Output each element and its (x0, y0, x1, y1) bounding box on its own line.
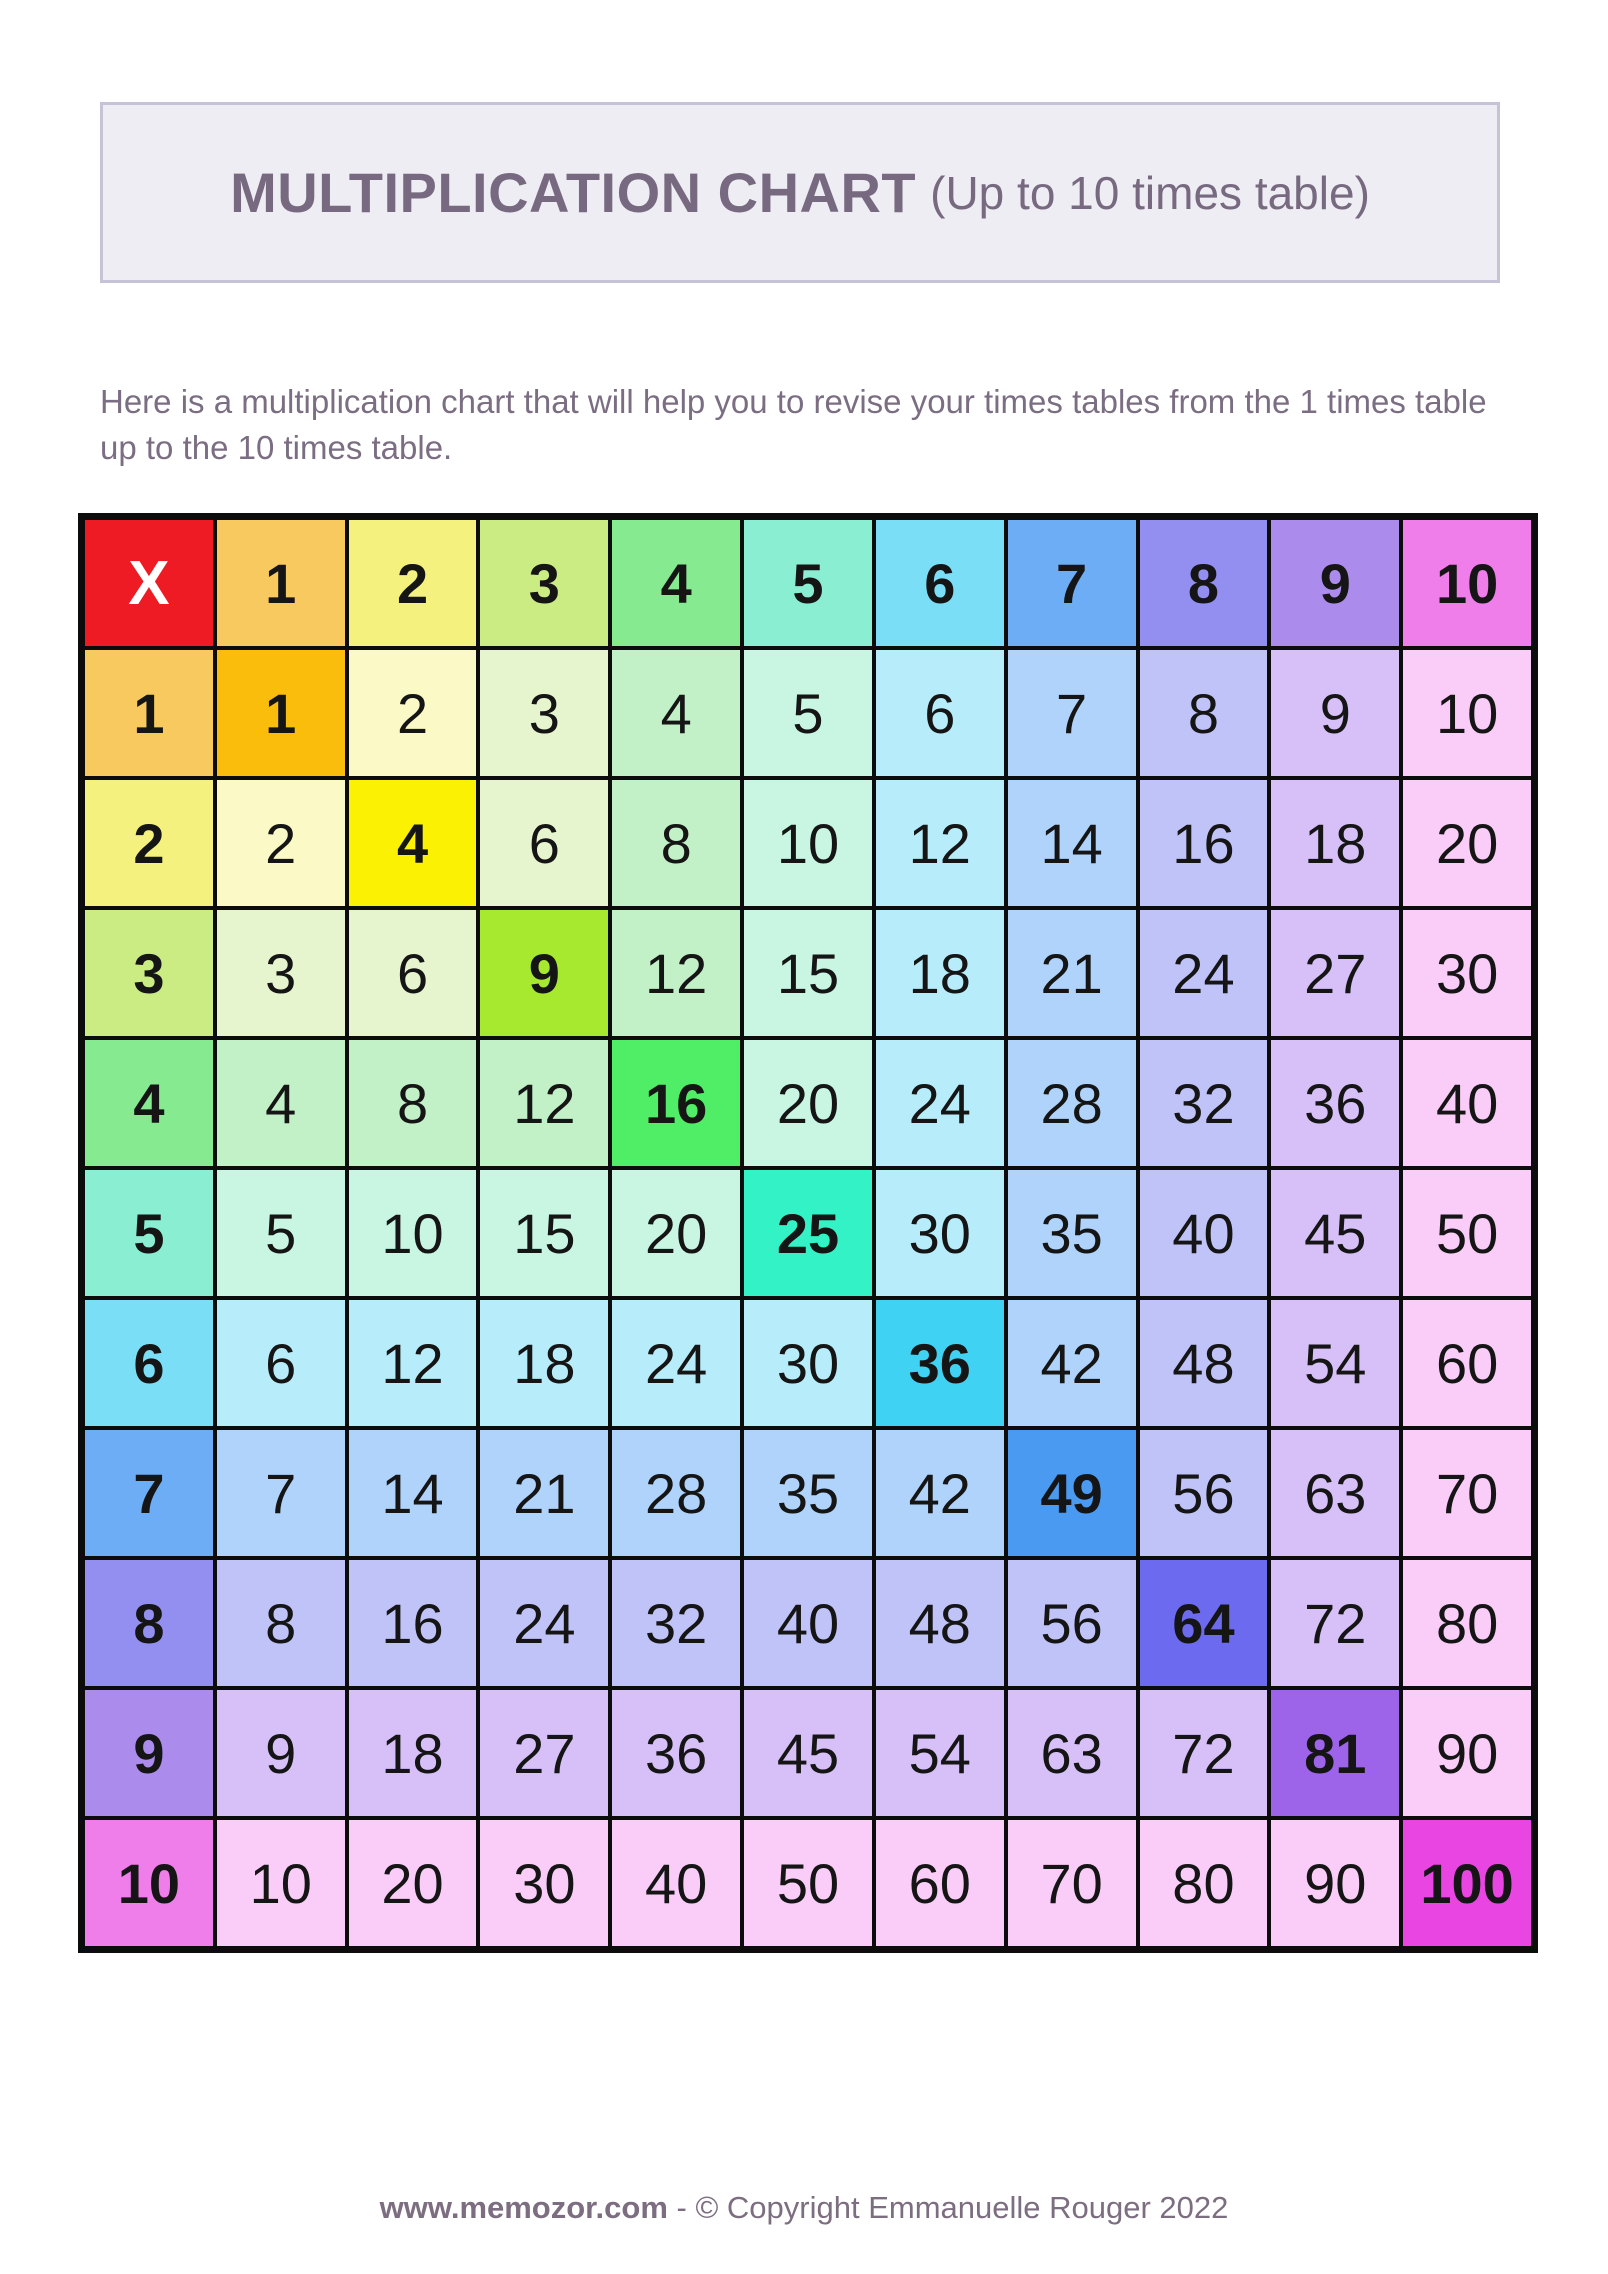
product-cell: 35 (744, 1430, 872, 1556)
multiplication-grid (78, 513, 1538, 1953)
product-cell: 80 (1403, 1560, 1531, 1686)
product-cell: 28 (612, 1430, 740, 1556)
product-cell: 42 (1008, 1300, 1136, 1426)
product-cell: 32 (1140, 1040, 1268, 1166)
product-cell: 3 (480, 650, 608, 776)
product-cell: 72 (1271, 1560, 1399, 1686)
product-cell: 32 (612, 1560, 740, 1686)
product-cell: 4 (612, 650, 740, 776)
product-cell: 72 (1140, 1690, 1268, 1816)
column-header-cell: 4 (612, 520, 740, 646)
product-cell: 15 (744, 910, 872, 1036)
product-cell: 54 (1271, 1300, 1399, 1426)
footer-site-name: www.memozor.com (379, 2190, 668, 2225)
footer-separator: - (667, 2190, 696, 2225)
product-cell: 24 (480, 1560, 608, 1686)
diagonal-product-cell: 4 (349, 780, 477, 906)
product-cell: 48 (1140, 1300, 1268, 1426)
product-cell: 7 (1008, 650, 1136, 776)
product-cell: 6 (876, 650, 1004, 776)
product-cell: 40 (1140, 1170, 1268, 1296)
product-cell: 7 (217, 1430, 345, 1556)
product-cell: 30 (480, 1820, 608, 1946)
diagonal-product-cell: 100 (1403, 1820, 1531, 1946)
product-cell: 10 (1403, 650, 1531, 776)
product-cell: 70 (1403, 1430, 1531, 1556)
product-cell: 50 (744, 1820, 872, 1946)
product-cell: 56 (1008, 1560, 1136, 1686)
diagonal-product-cell: 49 (1008, 1430, 1136, 1556)
column-header-cell: 2 (349, 520, 477, 646)
product-cell: 6 (217, 1300, 345, 1426)
product-cell: 63 (1271, 1430, 1399, 1556)
product-cell: 24 (612, 1300, 740, 1426)
product-cell: 20 (744, 1040, 872, 1166)
product-cell: 90 (1403, 1690, 1531, 1816)
row-header-cell: 5 (85, 1170, 213, 1296)
footer (0, 2190, 1608, 2226)
product-cell: 60 (1403, 1300, 1531, 1426)
product-cell: 24 (1140, 910, 1268, 1036)
row-header-cell: 6 (85, 1300, 213, 1426)
product-cell: 3 (217, 910, 345, 1036)
product-cell: 18 (349, 1690, 477, 1816)
product-cell: 16 (1140, 780, 1268, 906)
product-cell: 8 (1140, 650, 1268, 776)
product-cell: 27 (480, 1690, 608, 1816)
product-cell: 10 (217, 1820, 345, 1946)
product-cell: 70 (1008, 1820, 1136, 1946)
column-header-cell: 6 (876, 520, 1004, 646)
product-cell: 8 (217, 1560, 345, 1686)
product-cell: 9 (217, 1690, 345, 1816)
product-cell: 21 (1008, 910, 1136, 1036)
product-cell: 30 (744, 1300, 872, 1426)
product-cell: 18 (876, 910, 1004, 1036)
product-cell: 16 (349, 1560, 477, 1686)
product-cell: 6 (480, 780, 608, 906)
page-title-suffix: (Up to 10 times table) (930, 166, 1370, 219)
diagonal-product-cell: 16 (612, 1040, 740, 1166)
product-cell: 5 (217, 1170, 345, 1296)
product-cell: 5 (744, 650, 872, 776)
product-cell: 18 (480, 1300, 608, 1426)
column-header-cell: 1 (217, 520, 345, 646)
row-header-cell: 8 (85, 1560, 213, 1686)
product-cell: 63 (1008, 1690, 1136, 1816)
corner-x-cell: X (85, 520, 213, 646)
row-header-cell: 7 (85, 1430, 213, 1556)
column-header-cell: 10 (1403, 520, 1531, 646)
product-cell: 40 (744, 1560, 872, 1686)
diagonal-product-cell: 36 (876, 1300, 1004, 1426)
row-header-cell: 2 (85, 780, 213, 906)
product-cell: 8 (612, 780, 740, 906)
row-header-cell: 9 (85, 1690, 213, 1816)
product-cell: 20 (612, 1170, 740, 1296)
product-cell: 18 (1271, 780, 1399, 906)
product-cell: 56 (1140, 1430, 1268, 1556)
product-cell: 50 (1403, 1170, 1531, 1296)
product-cell: 35 (1008, 1170, 1136, 1296)
product-cell: 40 (1403, 1040, 1531, 1166)
column-header-cell: 9 (1271, 520, 1399, 646)
product-cell: 90 (1271, 1820, 1399, 1946)
product-cell: 12 (349, 1300, 477, 1426)
row-header-cell: 4 (85, 1040, 213, 1166)
product-cell: 27 (1271, 910, 1399, 1036)
diagonal-product-cell: 1 (217, 650, 345, 776)
product-cell: 20 (349, 1820, 477, 1946)
product-cell: 54 (876, 1690, 1004, 1816)
product-cell: 36 (1271, 1040, 1399, 1166)
page-title: MULTIPLICATION CHART (230, 161, 917, 224)
diagonal-product-cell: 81 (1271, 1690, 1399, 1816)
product-cell: 2 (349, 650, 477, 776)
product-cell: 10 (349, 1170, 477, 1296)
product-cell: 42 (876, 1430, 1004, 1556)
product-cell: 12 (612, 910, 740, 1036)
product-cell: 40 (612, 1820, 740, 1946)
diagonal-product-cell: 64 (1140, 1560, 1268, 1686)
row-header-cell: 3 (85, 910, 213, 1036)
product-cell: 80 (1140, 1820, 1268, 1946)
product-cell: 8 (349, 1040, 477, 1166)
intro-paragraph: Here is a multiplication chart that will help you to revise your times tables from the 1 times table up to the 10 times table. (100, 383, 1487, 466)
product-cell: 21 (480, 1430, 608, 1556)
column-header-cell: 7 (1008, 520, 1136, 646)
product-cell: 30 (876, 1170, 1004, 1296)
product-cell: 12 (876, 780, 1004, 906)
column-header-cell: 5 (744, 520, 872, 646)
product-cell: 15 (480, 1170, 608, 1296)
column-header-cell: 3 (480, 520, 608, 646)
product-cell: 45 (744, 1690, 872, 1816)
product-cell: 20 (1403, 780, 1531, 906)
title-box (100, 102, 1500, 283)
diagonal-product-cell: 9 (480, 910, 608, 1036)
row-header-cell: 1 (85, 650, 213, 776)
diagonal-product-cell: 25 (744, 1170, 872, 1296)
footer-copyright: © Copyright Emmanuelle Rouger 2022 (695, 2190, 1229, 2225)
product-cell: 9 (1271, 650, 1399, 776)
product-cell: 60 (876, 1820, 1004, 1946)
product-cell: 12 (480, 1040, 608, 1166)
product-cell: 6 (349, 910, 477, 1036)
product-cell: 14 (1008, 780, 1136, 906)
row-header-cell: 10 (85, 1820, 213, 1946)
product-cell: 45 (1271, 1170, 1399, 1296)
product-cell: 4 (217, 1040, 345, 1166)
product-cell: 28 (1008, 1040, 1136, 1166)
product-cell: 10 (744, 780, 872, 906)
product-cell: 48 (876, 1560, 1004, 1686)
product-cell: 30 (1403, 910, 1531, 1036)
product-cell: 2 (217, 780, 345, 906)
product-cell: 14 (349, 1430, 477, 1556)
product-cell: 36 (612, 1690, 740, 1816)
column-header-cell: 8 (1140, 520, 1268, 646)
product-cell: 24 (876, 1040, 1004, 1166)
